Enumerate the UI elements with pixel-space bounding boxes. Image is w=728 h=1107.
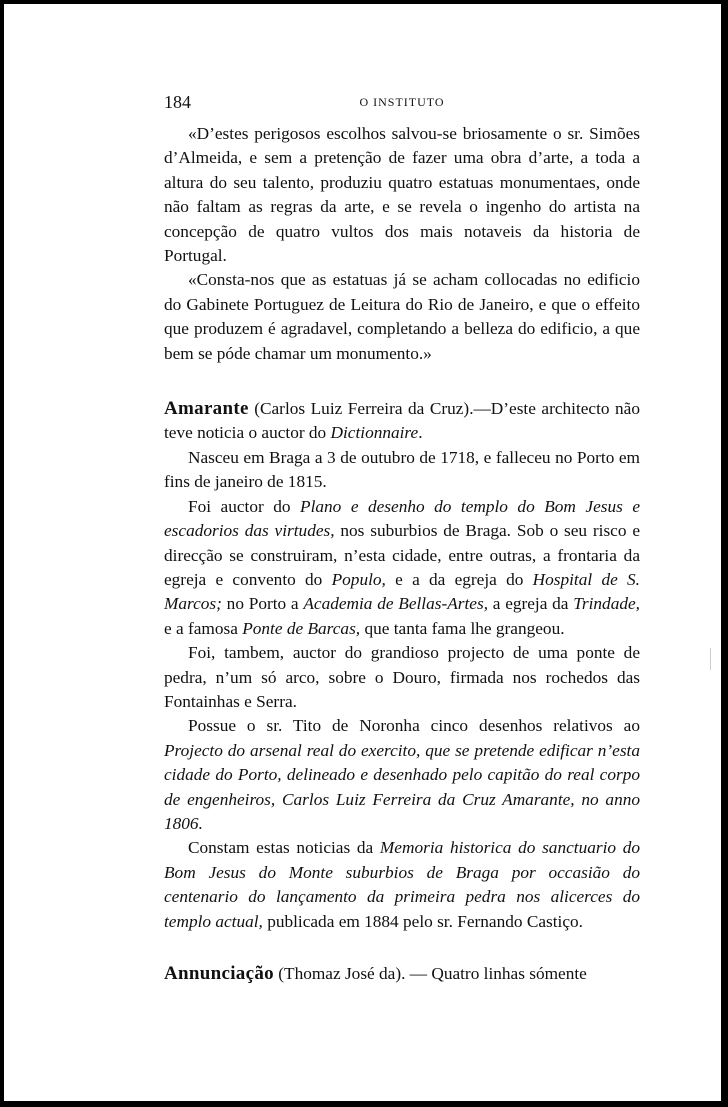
section-gap [164,934,640,962]
works-text-a: Foi auctor do [188,496,301,516]
entry-name-amarante: Amarante [164,398,249,420]
sources-text-b: publicada em 1884 pelo sr. Fernando Castiço. [262,911,583,931]
works-italic-5: Trindade, [573,594,640,614]
sources-italic: Memoria historica do sanctuario do Bom Jesus do Monte suburbios de Braga por occasião do centenario do lançamento da primeira pedra nos alicerces do templo actual, [164,838,640,931]
quote-paragraph-2: «Consta-nos que as estatuas já se acham collocadas no edificio do Gabinete Portuguez de Leitura do Rio de Janeiro, e que o effeito que produzem é agradavel, completando a belleza do edificio, a que bem se póde chamar um monumento.» [164,270,640,363]
page-header [164,92,640,114]
paragraph-drawings [164,714,640,836]
works-italic-6: Ponte de Barcas, [242,618,361,638]
works-text-d: no Porto a [221,594,304,614]
works-text-c: e a da egreja do [385,569,533,589]
works-italic-1: Plano e desenho do templo do Bom Jesus e escadorios das virtudes, [164,496,641,541]
entry-amarante [164,397,640,446]
dictionnaire-title: Dictionnaire [330,423,419,443]
works-italic-3: Hospital de S. Marcos; [164,569,640,614]
entry-name-annunciacao: Annunciação [164,963,274,984]
works-italic-4: Academia de Bellas-Artes, [303,594,489,614]
page-body [164,122,640,986]
entry-annunciacao-text: (Thomaz José da). — Quatro linhas sómente [273,964,587,983]
paragraph-works [164,495,640,641]
scan-mark [710,648,711,670]
paragraph-sources [164,836,640,934]
entry-amarante-text-2: . [418,423,423,443]
drawings-text: Possue o sr. Tito de Noronha cinco desenhos relativos ao [188,716,640,736]
section-gap [164,366,640,397]
paragraph-bridge-project: Foi, tambem, auctor do grandioso projecto de uma ponte de pedra, n’um só arco, sobre o Douro, firmada nos rochedos das Fontainhas e Serra. [164,643,640,711]
paragraph-birth-death: Nasceu em Braga a 3 de outubro de 1718, e falleceu no Porto em fins de janeiro de 1815. [164,447,640,492]
drawings-italic: Projecto do arsenal real do exercito, que se pretende edificar n’esta cidade do Porto, delineado e desenhado pelo capitão do real corpo de engenheiros, Carlos Luiz Ferreira da Cruz Amarante, no anno 1806. [164,740,640,833]
book-page [4,4,721,1101]
works-text-f: e a famosa [164,618,243,638]
works-text-g: que tanta fama lhe grangeou. [360,618,565,638]
works-text-e: a egreja da [488,594,574,614]
page-number: 184 [164,92,191,112]
works-text-b: nos suburbios de Braga. Sob o seu risco e direcção se construiram, n’esta cidade, entre outras, a frontaria da egreja e convento do [164,521,641,589]
works-italic-2: Populo, [331,569,386,589]
running-title: O INSTITUTO [359,95,445,109]
entry-amarante-text-1: (Carlos Luiz Ferreira da Cruz).—D’este architecto não teve noticia o auctor do [164,399,640,443]
entry-annunciacao [164,962,640,986]
quote-paragraph-1: «D’estes perigosos escolhos salvou-se briosamente o sr. Simões d’Almeida, e sem a pretenção de fazer uma obra d’arte, a toda a altura do seu talento, produziu quatro estatuas monumentaes, onde não faltam as regras da arte, e se revela o ingenho do artista na concepção de quatro vultos dos mais notaveis da historia de Portugal. [164,124,640,266]
sources-text-a: Constam estas noticias da [188,838,380,858]
